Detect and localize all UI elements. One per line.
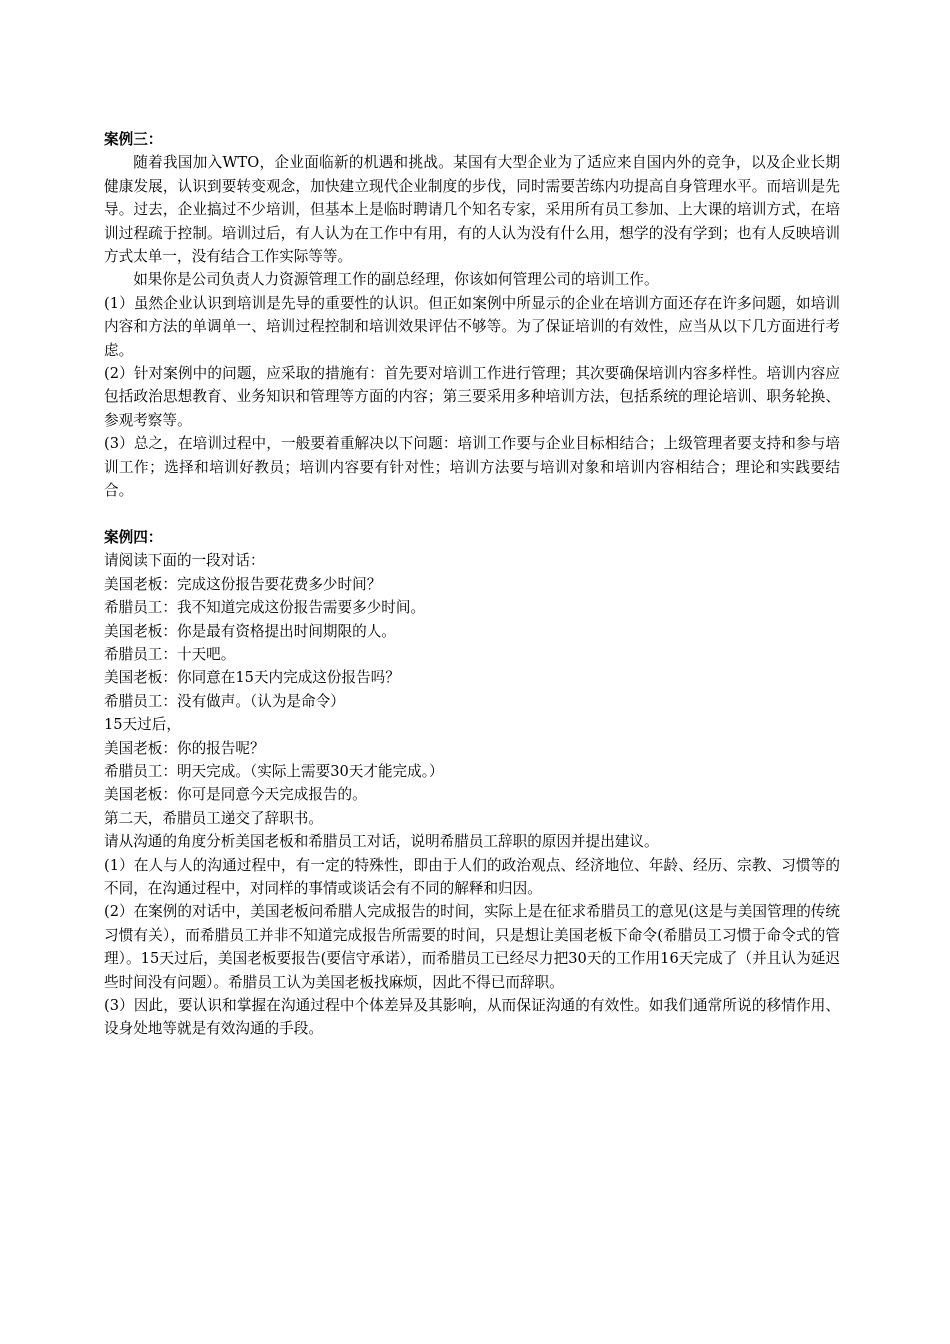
- case-four-answer-3: (3）因此，要认识和掌握在沟通过程中个体差异及其影响，从而保证沟通的有效性。如我们通常所说的移情作用、设身处地等就是有效沟通的手段。: [104, 997, 840, 1038]
- case-four-section: [104, 526, 840, 1041]
- case-three-background: 随着我国加入WTO，企业面临新的机遇和挑战。某国有大型企业为了适应来自国内外的竞争，以及企业长期健康发展，认识到要转变观念，加快建立现代企业制度的步伐，同时需要苦练内功提高自身管理水平。而培训是先导。过去，企业搞过不少培训，但基本上是临时聘请几个知名专家，采用所有员工参加、上大课的培训方式，在培训过程疏于控制。培训过后，有人认为在工作中有用，有的人认为没有什么用，想学的没有学到；也有人反映培训方式太单一，没有结合工作实际等等。: [104, 154, 840, 266]
- case-three-answer-3: (3）总之，在培训过程中，一般要着重解决以下问题：培训工作要与企业目标相结合；上级管理者要支持和参与培训工作；选择和培训好教员；培训内容要有针对性；培训方法要与培训对象和培训内容相结合；理论和实践要结合。: [104, 435, 840, 500]
- dialogue-line: 15天过后，: [104, 716, 181, 734]
- dialogue-line: 希腊员工：我不知道完成这份报告需要多少时间。: [104, 599, 426, 617]
- case-three-heading: 案例三：: [104, 131, 163, 148]
- dialogue-line: 美国老板：你的报告呢？: [104, 739, 265, 757]
- dialogue-line: 美国老板：你是最有资格提出时间期限的人。: [104, 622, 396, 640]
- case-four-answer-1: (1）在人与人的沟通过程中，有一定的特殊性，即由于人们的政治观点、经济地位、年龄、经历、宗教、习惯等的不同，在沟通过程中，对同样的事情或谈话会有不同的解释和归因。: [104, 856, 840, 897]
- case-four-answer-2: (2）在案例的对话中，美国老板问希腊人完成报告的时间，实际上是在征求希腊员工的意见(这是与美国管理的传统习惯有关），而希腊员工并非不知道完成报告所需要的时间，只是想让美国老板下命令(希腊员工习惯于命令式的管理）。15天过后，美国老板要报告(要信守承诺），而希腊员工已经尽力把30天的工作用16天完成了（并且认为延迟些时间没有问题）。希腊员工认为美国老板找麻烦，因此不得已而辞职。: [104, 903, 840, 991]
- case-three-question: 如果你是公司负责人力资源管理工作的副总经理，你该如何管理公司的培训工作。: [133, 271, 659, 289]
- case-three-section: [104, 128, 840, 503]
- document-page: [104, 128, 840, 1041]
- dialogue-line: 希腊员工：明天完成。（实际上需要30天才能完成。）: [104, 762, 444, 780]
- case-three-answer-2: (2）针对案例中的问题，应采取的措施有：首先要对培训工作进行管理；其次要确保培训内容多样性。培训内容应包括政治思想教育、业务知识和管理等方面的内容；第三要采用多种培训方法，包括系统的理论培训、职务轮换、参观考察等。: [104, 365, 840, 429]
- dialogue-line: 第二天，希腊员工递交了辞职书。: [104, 809, 323, 827]
- dialogue-line: 美国老板：你同意在15天内完成这份报告吗？: [104, 669, 400, 687]
- case-four-question: 请从沟通的角度分析美国老板和希腊员工对话，说明希腊员工辞职的原因并提出建议。: [104, 833, 659, 851]
- dialogue-line: 美国老板：你可是同意今天完成报告的。: [104, 786, 367, 804]
- dialogue-line: 美国老板：完成这份报告要花费多少时间？: [104, 575, 382, 593]
- case-four-heading: 案例四：: [104, 528, 163, 546]
- case-three-answer-1: (1）虽然企业认识到培训是先导的重要性的认识。但正如案例中所显示的企业在培训方面还存在许多问题，如培训内容和方法的单调单一、培训过程控制和培训效果评估不够等。为了保证培训的有效性，应当从以下几方面进行考虑。: [104, 294, 840, 359]
- dialogue-line: 希腊员工：没有做声。（认为是命令）: [104, 692, 345, 710]
- dialogue-line: 希腊员工：十天吧。: [104, 645, 236, 663]
- dialogue-line: 请阅读下面的一段对话：: [104, 552, 265, 570]
